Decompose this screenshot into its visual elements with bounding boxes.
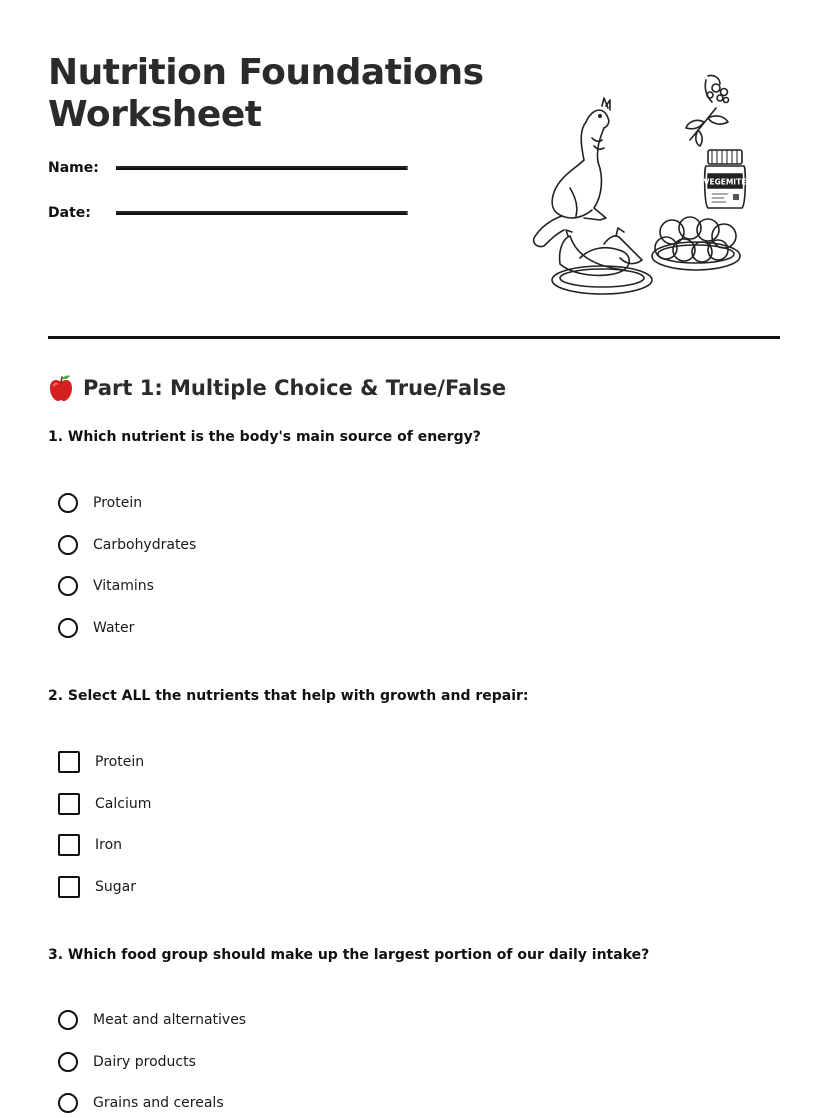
radio-button[interactable] bbox=[58, 618, 78, 638]
checkbox[interactable] bbox=[58, 751, 80, 773]
option-label: Water bbox=[93, 620, 135, 636]
spread-jar-icon bbox=[704, 150, 747, 208]
question-2: 2. Select ALL the nutrients that help with growth and repair: bbox=[48, 688, 529, 704]
question-1: 1. Which nutrient is the body's main source of energy? bbox=[48, 429, 481, 445]
q1-option-vitamins[interactable] bbox=[58, 574, 154, 598]
name-label: Name: bbox=[48, 160, 99, 176]
radio-button[interactable] bbox=[58, 1010, 78, 1030]
option-label: Carbohydrates bbox=[93, 537, 197, 553]
option-label: Sugar bbox=[95, 879, 136, 895]
section-divider bbox=[48, 336, 780, 339]
date-field[interactable] bbox=[116, 211, 408, 215]
title-line-2: Worksheet bbox=[48, 94, 262, 135]
apple-icon bbox=[48, 374, 74, 402]
q2-option-protein[interactable] bbox=[58, 750, 144, 774]
option-label: Protein bbox=[93, 495, 143, 511]
flower-sprig-icon bbox=[686, 75, 729, 146]
checkbox[interactable] bbox=[58, 793, 80, 815]
q3-option-meat[interactable] bbox=[58, 1008, 246, 1032]
q3-option-dairy[interactable] bbox=[58, 1050, 196, 1074]
q2-option-iron[interactable] bbox=[58, 833, 122, 857]
name-field[interactable] bbox=[116, 166, 408, 170]
date-label: Date: bbox=[48, 205, 91, 221]
checkbox[interactable] bbox=[58, 876, 80, 898]
option-label: Vitamins bbox=[93, 578, 154, 594]
option-label: Iron bbox=[95, 837, 123, 853]
question-3: 3. Which food group should make up the largest portion of our daily intake? bbox=[48, 947, 650, 963]
checkbox[interactable] bbox=[58, 834, 80, 856]
radio-button[interactable] bbox=[58, 535, 78, 555]
q2-option-calcium[interactable] bbox=[58, 792, 151, 816]
q1-option-water[interactable] bbox=[58, 616, 134, 640]
radio-button[interactable] bbox=[58, 576, 78, 596]
q3-option-grains[interactable] bbox=[58, 1091, 224, 1115]
worksheet-title bbox=[48, 52, 484, 136]
part-1-title: Part 1: Multiple Choice & True/False bbox=[83, 376, 507, 400]
radio-button[interactable] bbox=[58, 493, 78, 513]
title-line-1: Nutrition Foundations bbox=[48, 52, 484, 93]
option-label: Meat and alternatives bbox=[93, 1012, 247, 1028]
australian-foods-illustration-icon bbox=[520, 68, 760, 304]
jar-label: VEGEMITE bbox=[703, 177, 747, 187]
option-label: Protein bbox=[95, 754, 145, 770]
kangaroo-icon bbox=[534, 98, 610, 247]
q2-option-sugar[interactable] bbox=[58, 875, 136, 899]
q1-option-carbohydrates[interactable] bbox=[58, 533, 196, 557]
q1-option-protein[interactable] bbox=[58, 491, 142, 515]
part-1-heading bbox=[48, 374, 506, 402]
radio-button[interactable] bbox=[58, 1052, 78, 1072]
radio-button[interactable] bbox=[58, 1093, 78, 1113]
banana-plate-icon bbox=[552, 228, 652, 294]
option-label: Calcium bbox=[95, 796, 152, 812]
egg-plate-icon bbox=[652, 217, 740, 270]
option-label: Dairy products bbox=[93, 1054, 196, 1070]
option-label: Grains and cereals bbox=[93, 1095, 224, 1111]
